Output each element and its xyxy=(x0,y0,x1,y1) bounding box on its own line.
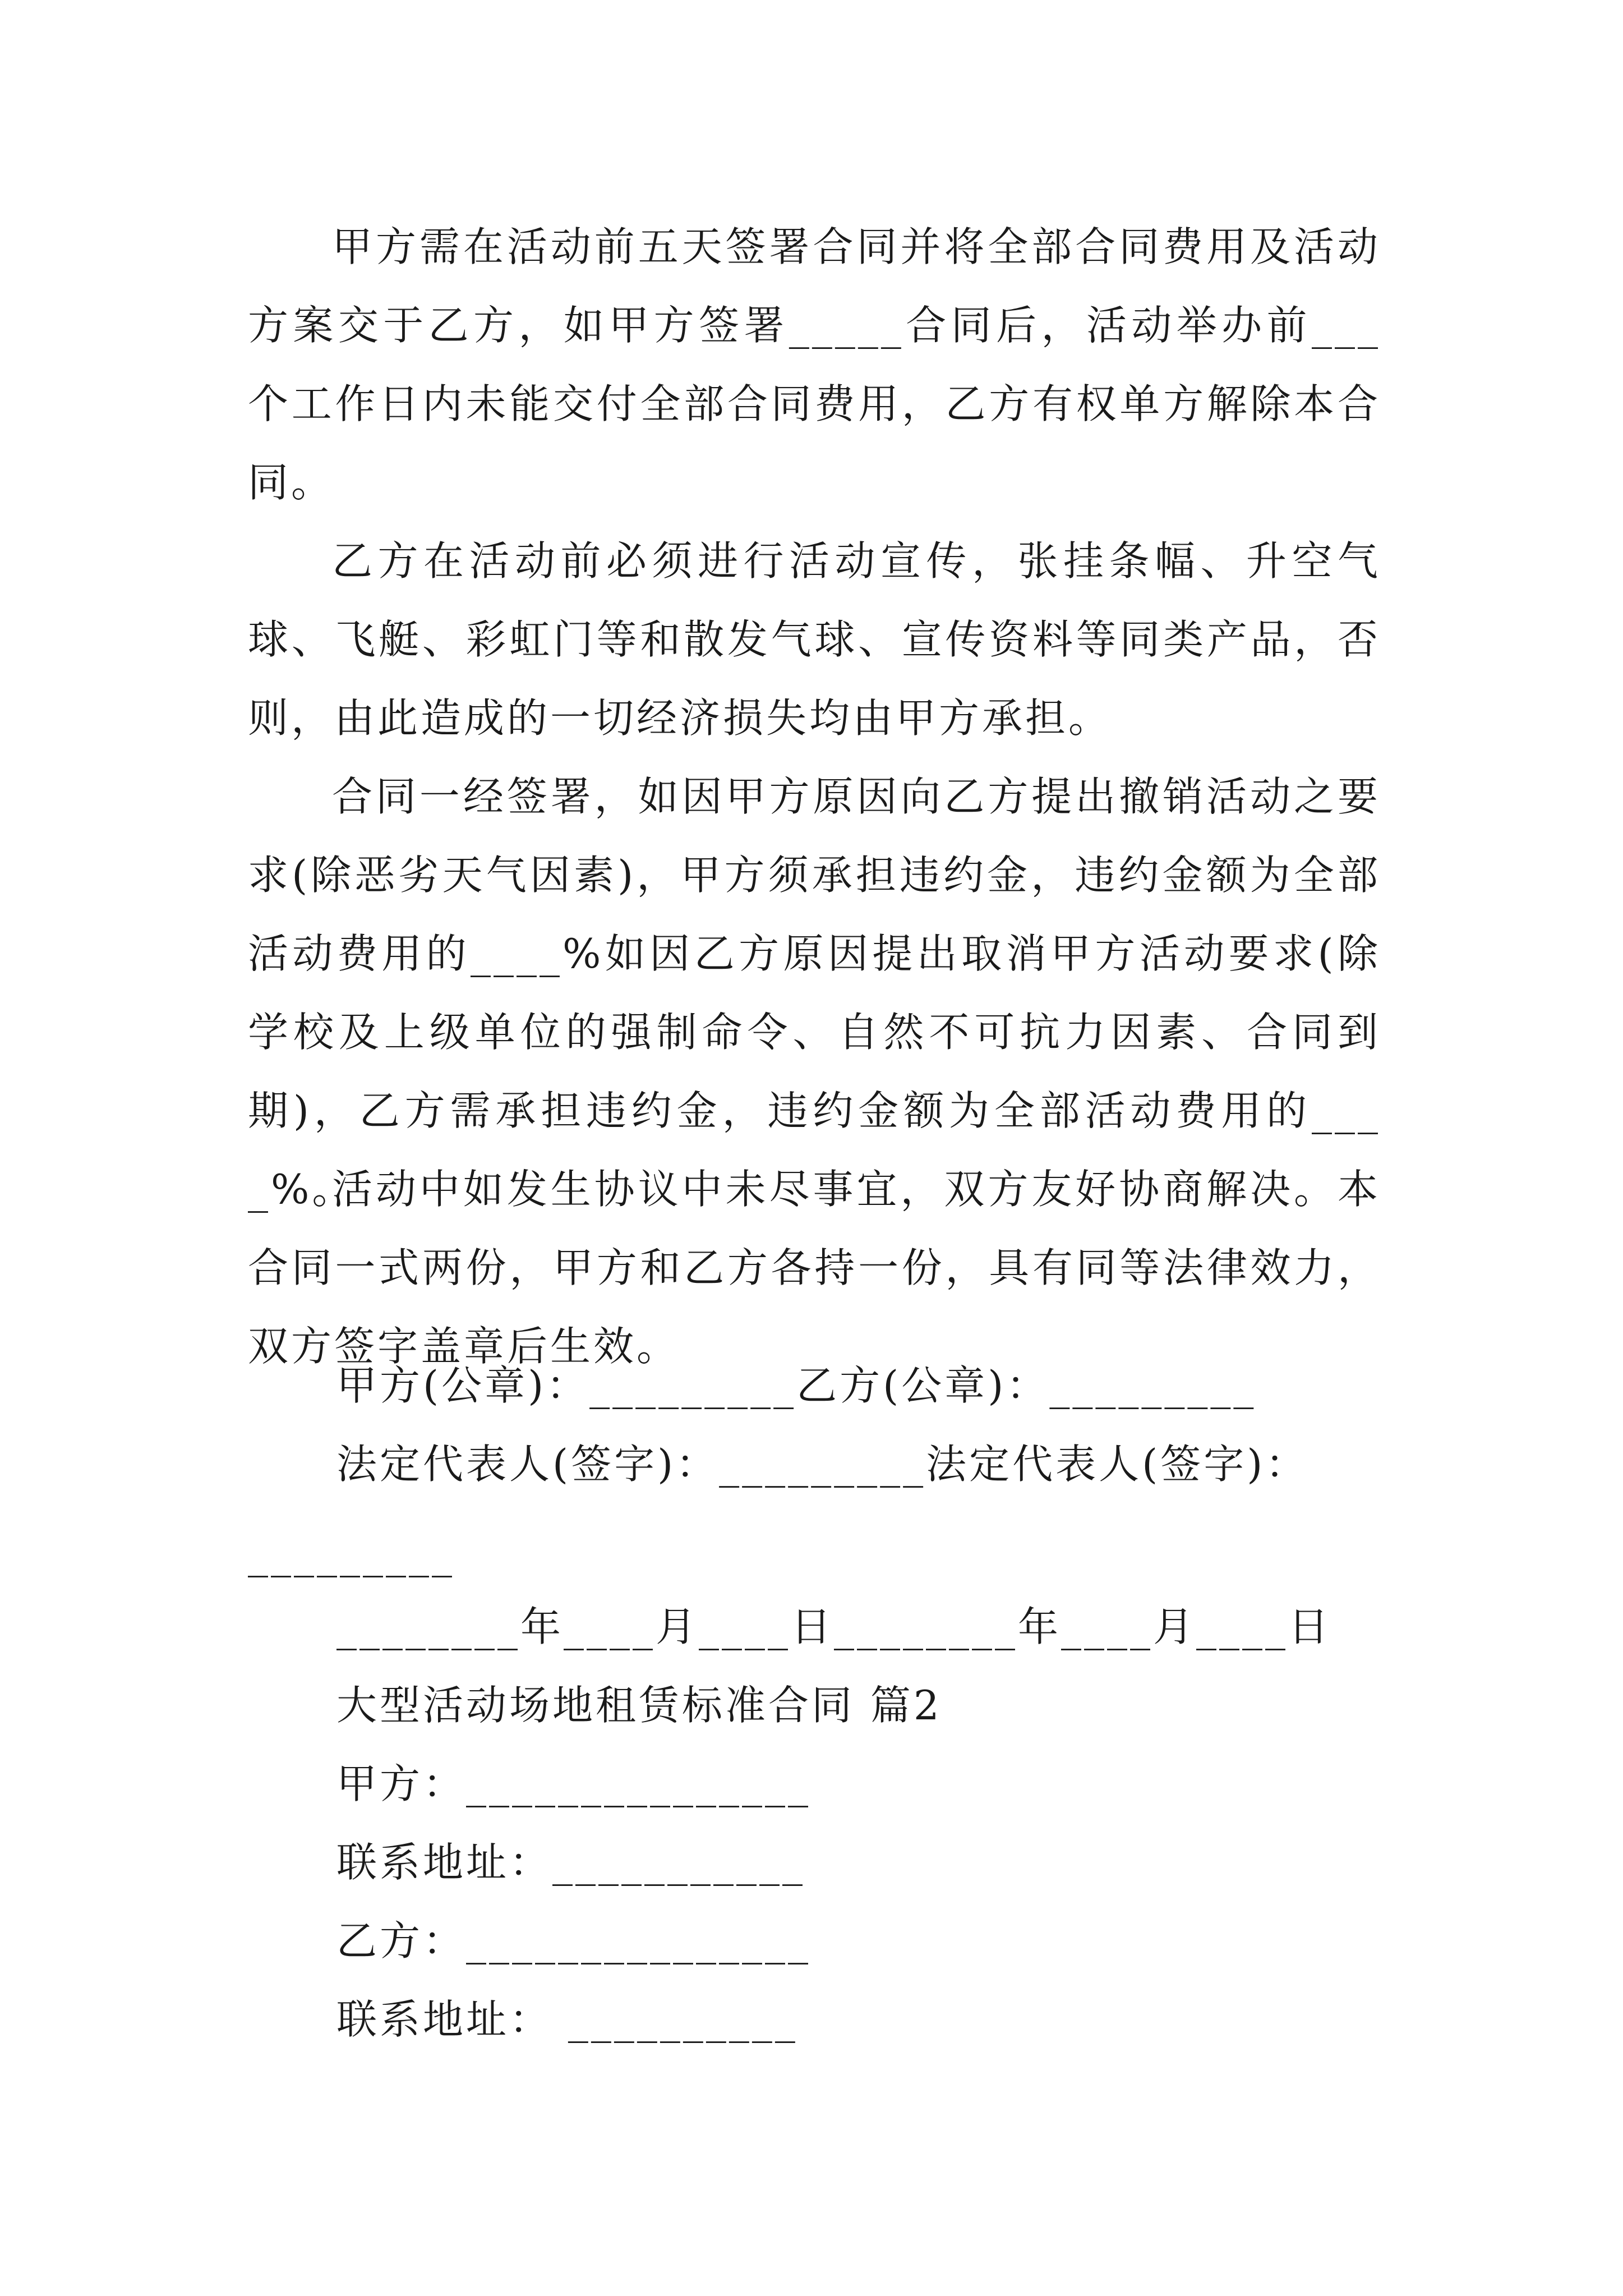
paragraph-promotion: 乙方在活动前必须进行活动宣传，张挂条幅、升空气球、飞艇、彩虹门等和散发气球、宣传资料等同类产品，否则，由此造成的一切经济损失均由甲方承担。 xyxy=(248,537,1381,742)
paragraph-effectiveness: 活动中如发生协议中未尽事宜，双方友好协商解决。本合同一式两份，甲方和乙方各持一份，具有同等法律效力，双方签字盖章后生效。 xyxy=(248,1166,1381,1370)
legal-representative-line: 法定代表人(签字)：_________法定代表人(签字)： xyxy=(336,1441,1309,1488)
legal-representative-blank: _________ xyxy=(248,1530,455,1577)
date-line: ________年____月____日________年____月____日 xyxy=(336,1603,1331,1650)
section-heading: 大型活动场地租赁标准合同 篇2 xyxy=(336,1682,942,1729)
party-a-address-line: 联系地址：___________ xyxy=(336,1839,806,1886)
party-a-line: 甲方：_______________ xyxy=(336,1760,811,1807)
seal-line: 甲方(公章)：_________乙方(公章)：_________ xyxy=(336,1362,1257,1409)
party-b-line: 乙方：_______________ xyxy=(336,1917,811,1964)
paragraph-payment-terms: 甲方需在活动前五天签署合同并将全部合同费用及活动方案交于乙方，如甲方签署_____合同后，活动举办前___个工作日内未能交付全部合同费用，乙方有权单方解除本合同。 xyxy=(248,223,1381,506)
paragraph-penalty: 合同一经签署，如因甲方原因向乙方提出撤销活动之要求(除恶劣天气因素)，甲方须承担违约金，违约金额为全部活动费用的____%如因乙方原因提出取消甲方活动要求(除学校及上级单位的强制命令、自然不可抗力因素、合同到期)，乙方需承担违约金，违约金额为全部活动费用的____%。 xyxy=(248,773,1381,1213)
party-b-address-line: 联系地址： __________ xyxy=(336,1996,798,2043)
